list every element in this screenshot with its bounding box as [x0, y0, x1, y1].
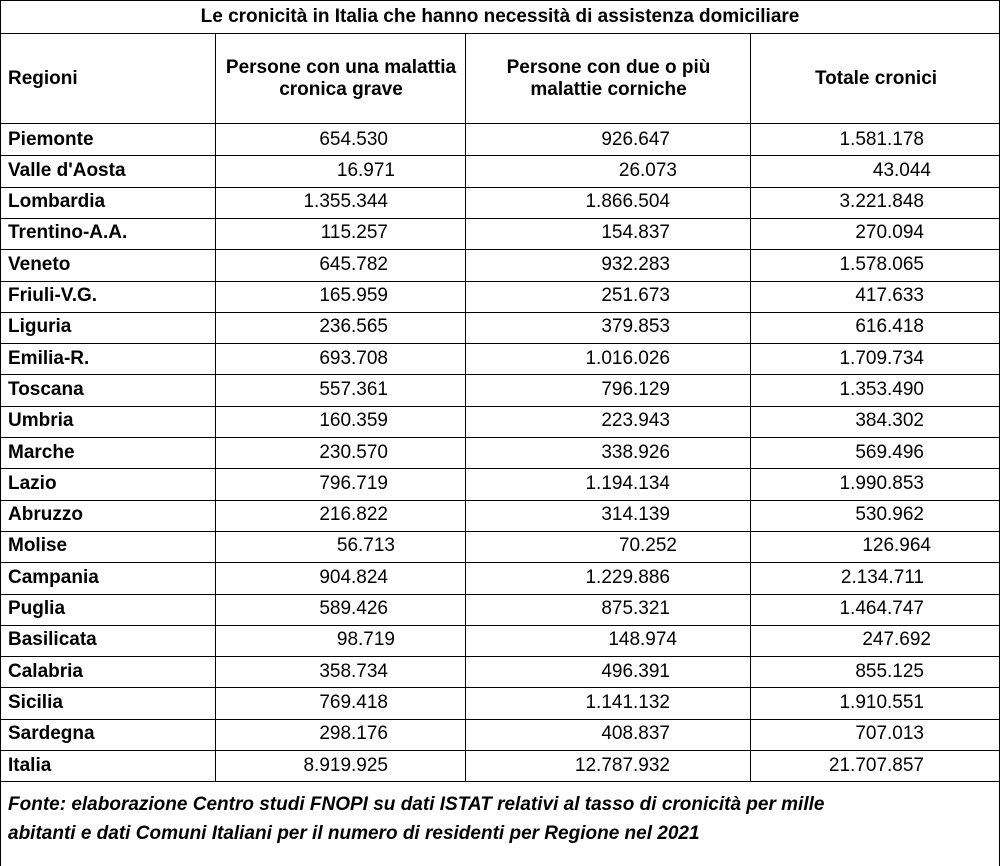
- value-two-diseases-cell: 379.853: [601, 316, 670, 338]
- value-one-disease-cell: 693.708: [319, 347, 388, 369]
- value-two-diseases-cell: 1.016.026: [585, 347, 670, 369]
- value-total-cell: 707.013: [855, 723, 924, 745]
- value-two-diseases-cell: 932.283: [601, 253, 670, 275]
- table-row: [0, 500, 1000, 531]
- value-one-disease-cell: 769.418: [319, 691, 388, 713]
- table-row: [0, 374, 1000, 405]
- table-title: Le cronicità in Italia che hanno necessità di assistenza domiciliare: [200, 5, 800, 27]
- table-row: [0, 531, 1000, 562]
- value-one-disease-cell: 16.971: [336, 159, 395, 181]
- value-total-cell: 1.990.853: [839, 472, 924, 494]
- value-one-disease-cell: 236.565: [319, 316, 388, 338]
- table-row: [0, 218, 1000, 249]
- table-row: [0, 343, 1000, 374]
- table-row: [0, 656, 1000, 687]
- value-two-diseases-cell: 148.974: [608, 629, 677, 651]
- table-row: [0, 750, 1000, 781]
- region-cell: Trentino-A.A.: [8, 222, 128, 244]
- value-two-diseases-cell: 926.647: [601, 128, 670, 150]
- grid-line-horizontal: [0, 781, 1000, 782]
- value-two-diseases-cell: 12.787.932: [574, 754, 670, 776]
- table-row: [0, 312, 1000, 343]
- table-row: [0, 562, 1000, 593]
- value-one-disease-cell: 1.355.344: [303, 191, 388, 213]
- value-total-cell: 1.578.065: [839, 253, 924, 275]
- region-cell: Piemonte: [8, 128, 94, 150]
- table-row: [0, 155, 1000, 186]
- region-cell: Marche: [8, 441, 75, 463]
- value-one-disease-cell: 796.719: [319, 472, 388, 494]
- region-cell: Basilicata: [8, 629, 97, 651]
- region-cell: Puglia: [8, 598, 66, 619]
- header-due-malattie: Persone con due o più malattie corniche: [506, 56, 711, 100]
- value-one-disease-cell: 904.824: [319, 566, 388, 588]
- header-regioni: Regioni: [8, 67, 78, 89]
- value-two-diseases-cell: 223.943: [601, 410, 670, 432]
- value-total-cell: 1.709.734: [839, 347, 924, 369]
- value-two-diseases-cell: 1.866.504: [585, 191, 670, 213]
- value-total-cell: 3.221.848: [839, 191, 924, 213]
- value-two-diseases-cell: 26.073: [618, 159, 677, 181]
- value-one-disease-cell: 8.919.925: [303, 754, 388, 776]
- value-total-cell: 1.581.178: [839, 128, 924, 150]
- table-row: [0, 594, 1000, 625]
- value-total-cell: 270.094: [855, 222, 924, 244]
- value-two-diseases-cell: 796.129: [601, 378, 670, 400]
- value-total-cell: 247.692: [862, 629, 931, 651]
- value-one-disease-cell: 160.359: [319, 410, 388, 432]
- value-one-disease-cell: 56.713: [336, 535, 395, 557]
- region-cell: Veneto: [8, 253, 71, 275]
- value-one-disease-cell: 557.361: [319, 378, 388, 400]
- value-total-cell: 569.496: [855, 441, 924, 463]
- region-cell: Umbria: [8, 410, 74, 432]
- value-total-cell: 43.044: [872, 159, 931, 181]
- table-row: [0, 249, 1000, 280]
- region-cell: Lombardia: [8, 191, 106, 213]
- value-one-disease-cell: 165.959: [319, 285, 388, 306]
- value-one-disease-cell: 115.257: [320, 222, 388, 244]
- value-total-cell: 1.910.551: [839, 691, 924, 713]
- source-note: [8, 790, 998, 848]
- table-row: [0, 406, 1000, 437]
- value-one-disease-cell: 98.719: [336, 629, 395, 651]
- region-cell: Sicilia: [8, 691, 63, 713]
- table-row: [0, 468, 1000, 499]
- value-total-cell: 126.964: [862, 535, 931, 557]
- value-one-disease-cell: 645.782: [319, 253, 388, 275]
- table-row: [0, 187, 1000, 218]
- region-cell: Molise: [8, 535, 68, 557]
- value-two-diseases-cell: 875.321: [601, 598, 670, 619]
- value-two-diseases-cell: 1.141.132: [585, 691, 670, 713]
- value-one-disease-cell: 654.530: [319, 128, 388, 150]
- header-totale: Totale cronici: [814, 67, 938, 89]
- value-two-diseases-cell: 314.139: [601, 504, 670, 526]
- region-cell: Calabria: [8, 660, 83, 682]
- value-total-cell: 1.353.490: [839, 378, 924, 400]
- region-cell: Friuli-V.G.: [8, 285, 98, 306]
- value-total-cell: 417.633: [855, 285, 924, 306]
- value-total-cell: 2.134.711: [840, 566, 924, 588]
- value-one-disease-cell: 589.426: [319, 598, 388, 619]
- value-one-disease-cell: 358.734: [319, 660, 388, 682]
- value-total-cell: 1.464.747: [839, 598, 924, 619]
- value-two-diseases-cell: 408.837: [601, 723, 670, 745]
- value-two-diseases-cell: 70.252: [618, 535, 677, 557]
- value-total-cell: 855.125: [855, 660, 924, 682]
- value-total-cell: 384.302: [855, 410, 924, 432]
- region-cell: Liguria: [8, 316, 72, 338]
- table-row: [0, 625, 1000, 656]
- region-cell: Emilia-R.: [8, 347, 90, 369]
- region-cell: Sardegna: [8, 723, 95, 745]
- region-cell: Campania: [8, 566, 99, 588]
- value-one-disease-cell: 216.822: [319, 504, 388, 526]
- value-total-cell: 530.962: [855, 504, 924, 526]
- region-cell: Italia: [8, 754, 52, 776]
- source-note-line-2: abitanti e dati Comuni Italiani per il numero di residenti per Regione nel 2021: [8, 823, 700, 844]
- region-cell: Lazio: [8, 472, 57, 494]
- value-two-diseases-cell: 496.391: [601, 660, 670, 682]
- value-two-diseases-cell: 251.673: [601, 285, 670, 306]
- table-row: [0, 437, 1000, 468]
- table-row: [0, 281, 1000, 312]
- region-cell: Valle d'Aosta: [8, 159, 126, 181]
- region-cell: Abruzzo: [8, 504, 83, 526]
- value-two-diseases-cell: 338.926: [601, 441, 670, 463]
- value-total-cell: 616.418: [855, 316, 924, 338]
- value-two-diseases-cell: 1.229.886: [585, 566, 670, 588]
- region-cell: Toscana: [8, 378, 84, 400]
- value-two-diseases-cell: 154.837: [601, 222, 670, 244]
- table-row: [0, 687, 1000, 718]
- source-note-line-1: Fonte: elaborazione Centro studi FNOPI su dati ISTAT relativi al tasso di cronicità per mille: [8, 794, 825, 815]
- table-row: [0, 124, 1000, 155]
- value-one-disease-cell: 230.570: [319, 441, 388, 463]
- header-una-malattia: Persone con una malattia cronica grave: [225, 56, 457, 100]
- value-two-diseases-cell: 1.194.134: [585, 472, 670, 494]
- table-row: [0, 719, 1000, 750]
- value-total-cell: 21.707.857: [828, 754, 924, 776]
- value-one-disease-cell: 298.176: [319, 723, 388, 745]
